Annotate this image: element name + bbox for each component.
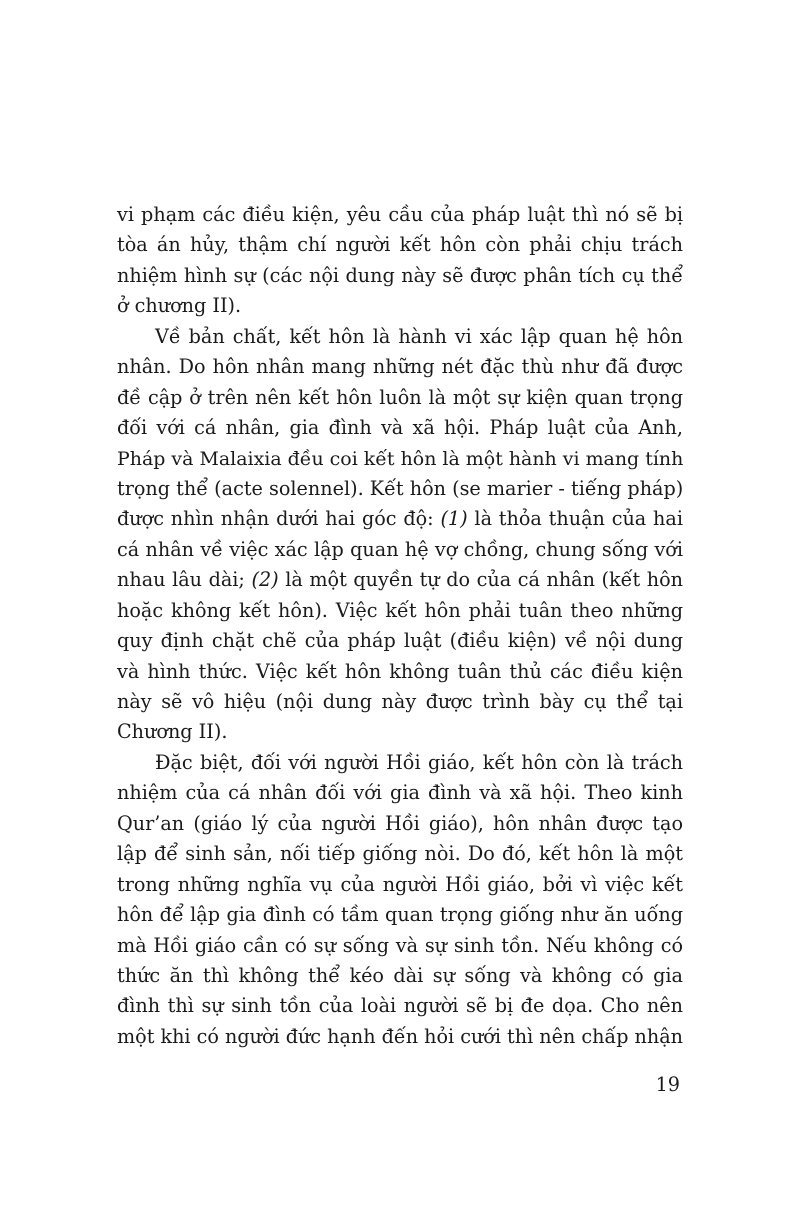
text-line: Chương II). bbox=[117, 720, 228, 744]
paragraph-1 bbox=[117, 200, 683, 322]
text-line: đình thì sự sinh tồn của loài người sẽ bị đe dọa. Cho nên bbox=[117, 994, 683, 1018]
text-line bbox=[117, 748, 683, 778]
body-text bbox=[117, 200, 683, 1052]
text-line: mà Hồi giáo cần có sự sống và sự sinh tồn. Nếu không có bbox=[117, 933, 683, 957]
text-line: một khi có người đức hạnh đến hỏi cưới thì nên chấp nhận bbox=[117, 1024, 683, 1048]
text-line: tòa án hủy, thậm chí người kết hôn còn phải chịu trách bbox=[117, 233, 683, 257]
paragraph-2 bbox=[117, 322, 683, 748]
paragraph-3 bbox=[117, 748, 683, 1052]
text-line-content: Đặc biệt, đối với người Hồi giáo, kết hôn còn là trách bbox=[155, 750, 683, 774]
text-line: và hình thức. Việc kết hôn không tuân thủ các điều kiện bbox=[117, 659, 683, 683]
text-line: lập để sinh sản, nối tiếp giống nòi. Do đó, kết hôn là một bbox=[117, 842, 683, 866]
text-line: đối với cá nhân, gia đình và xã hội. Pháp luật của Anh, bbox=[117, 416, 683, 440]
text-line: hôn để lập gia đình có tầm quan trọng giống như ăn uống bbox=[117, 903, 683, 927]
text-line: trọng thể (acte solennel). Kết hôn (se marier - tiếng pháp) bbox=[117, 476, 684, 500]
text-line: nhiệm của cá nhân đối với gia đình và xã hội. Theo kinh bbox=[117, 781, 683, 805]
text-line: đề cập ở trên nên kết hôn luôn là một sự kiện quan trọng bbox=[117, 385, 683, 409]
text-line: nhau lâu dài; (2) là một quyền tự do của cá nhân (kết hôn bbox=[117, 568, 683, 592]
text-line: vi phạm các điều kiện, yêu cầu của pháp luật thì nó sẽ bị bbox=[117, 203, 683, 226]
text-line: Qur’an (giáo lý của người Hồi giáo), hôn nhân được tạo bbox=[117, 811, 683, 835]
text-line: hoặc không kết hôn). Việc kết hôn phải tuân theo những bbox=[117, 598, 683, 622]
enumeration-marker: (1) bbox=[440, 507, 468, 531]
text-line: ở chương II). bbox=[117, 294, 242, 318]
text-line: Pháp và Malaixia đều coi kết hôn là một hành vi mang tính bbox=[117, 447, 684, 470]
text-line: trong những nghĩa vụ của người Hồi giáo, bởi vì việc kết bbox=[117, 872, 683, 896]
text-line bbox=[117, 322, 683, 352]
text-line: thức ăn thì không thể kéo dài sự sống và không có gia bbox=[117, 963, 683, 987]
text-line: nhân. Do hôn nhân mang những nét đặc thù như đã được bbox=[117, 355, 683, 379]
page-number: 19 bbox=[655, 1073, 680, 1096]
text-line: được nhìn nhận dưới hai góc độ: (1) là thỏa thuận của hai bbox=[117, 507, 683, 531]
enumeration-marker: (2) bbox=[251, 568, 279, 592]
text-line: quy định chặt chẽ của pháp luật (điều kiện) về nội dung bbox=[117, 629, 683, 653]
text-line-content: Về bản chất, kết hôn là hành vi xác lập quan hệ hôn bbox=[155, 324, 683, 348]
text-line: cá nhân về việc xác lập quan hệ vợ chồng, chung sống với bbox=[117, 537, 683, 561]
text-line: này sẽ vô hiệu (nội dung này được trình bày cụ thể tại bbox=[117, 690, 683, 713]
text-line: nhiệm hình sự (các nội dung này sẽ được phân tích cụ thể bbox=[117, 263, 683, 287]
